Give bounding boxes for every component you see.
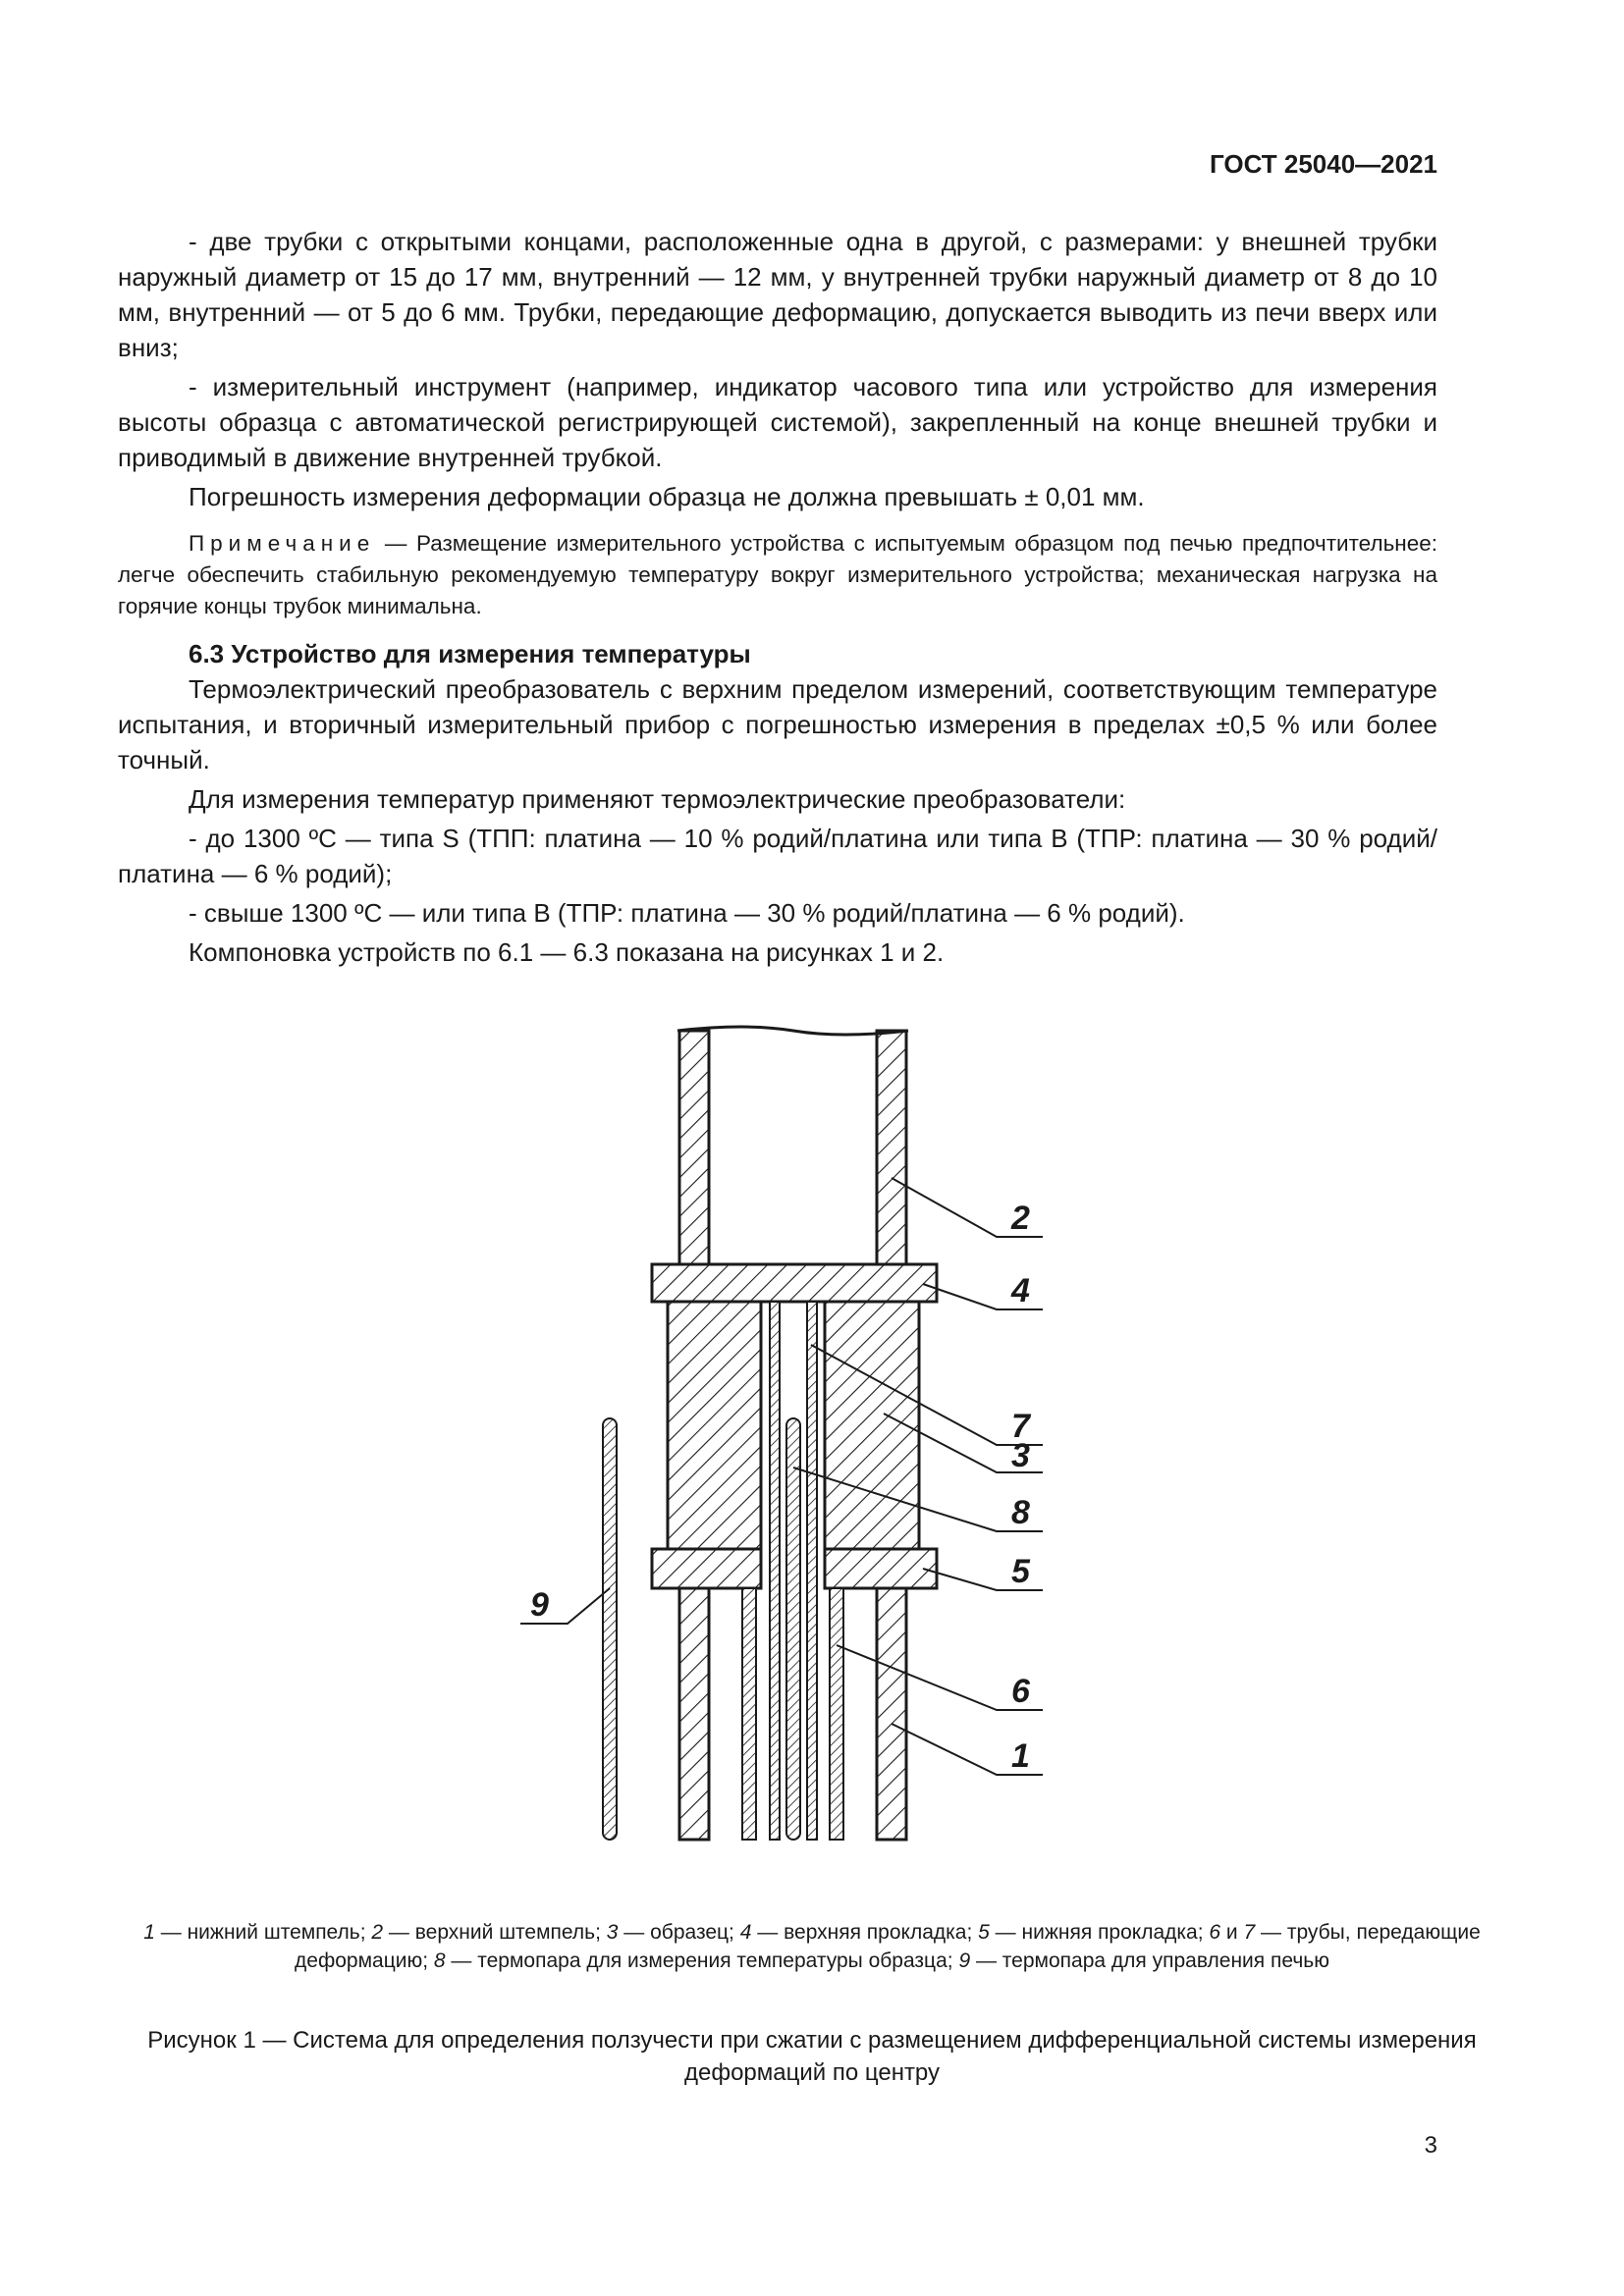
figure-legend xyxy=(108,1918,1516,1975)
legend-num: 9 xyxy=(958,1949,971,1972)
legend-num: 8 xyxy=(433,1949,446,1972)
legend-text: и xyxy=(1220,1921,1244,1944)
body-text xyxy=(118,224,1437,970)
figure-caption: Рисунок 1 — Система для определения ползучести при сжатии с размещением дифференциальной системы измерения деформаций по центру xyxy=(147,2027,1477,2086)
note xyxy=(118,528,1437,622)
paragraph: Для измерения температур применяют термоэлектрические преобразователи: xyxy=(189,784,1126,814)
label-8: 8 xyxy=(1011,1494,1030,1531)
specimen-thermocouple xyxy=(786,1418,800,1840)
lower-spacer-left xyxy=(652,1549,761,1588)
outer-tube-left xyxy=(742,1588,756,1840)
paragraph: - до 1300 ºC — типа S (ТПП: платина — 10 % родий/платина или типа B (ТПР: платина — 30 % родий/платина — 6 % родий); xyxy=(118,824,1437,888)
label-7: 7 xyxy=(1011,1408,1030,1445)
legend-num: 2 xyxy=(371,1921,384,1944)
figure-1-diagram xyxy=(0,1001,1624,1855)
page-number: 3 xyxy=(1424,2132,1437,2159)
paragraph: - свыше 1300 ºC — или типа B (ТПР: платина — 30 % родий/платина — 6 % родий). xyxy=(189,898,1185,928)
lower-punch-left-wall xyxy=(679,1588,709,1840)
label-6: 6 xyxy=(1011,1673,1030,1710)
paragraph: - измерительный инструмент (например, индикатор часового типа или устройство для измерения высоты образца с автоматической регистрирующей системой), закрепленный на конце внешней трубки и приводимый в движение внутренней трубкой. xyxy=(118,372,1437,472)
legend-num: 4 xyxy=(739,1921,752,1944)
legend-num: 3 xyxy=(606,1921,619,1944)
legend-num: 5 xyxy=(978,1921,990,1944)
specimen-left xyxy=(668,1302,761,1549)
legend-text: — образец; xyxy=(618,1921,740,1944)
label-2: 2 xyxy=(1011,1200,1030,1237)
paragraph: Термоэлектрический преобразователь с верхним пределом измерений, соответствующим температуре испытания, и вторичный измерительный прибор с погрешностью измерения в пределах ±0,5 % или более точный. xyxy=(118,674,1437,774)
upper-punch-right-wall xyxy=(877,1031,906,1286)
legend-text: — термопара для управления печью xyxy=(970,1949,1329,1972)
label-4: 4 xyxy=(1011,1272,1030,1309)
furnace-thermocouple xyxy=(603,1418,617,1840)
legend-text: — нижний штемпель; xyxy=(154,1921,372,1944)
inner-tube-right xyxy=(807,1302,817,1840)
legend-num: 1 xyxy=(143,1921,155,1944)
paragraph: Погрешность измерения деформации образца не должна превышать ± 0,01 мм. xyxy=(189,482,1145,511)
legend-text: — верхняя прокладка; xyxy=(751,1921,979,1944)
lower-punch-right-wall xyxy=(877,1588,906,1840)
legend-text: — нижняя прокладка; xyxy=(989,1921,1210,1944)
upper-punch-left-wall xyxy=(679,1031,709,1286)
paragraph: Компоновка устройств по 6.1 — 6.3 показана на рисунках 1 и 2. xyxy=(189,937,945,967)
legend-num: 6 xyxy=(1209,1921,1221,1944)
inner-tube-left xyxy=(770,1302,780,1840)
label-1: 1 xyxy=(1011,1737,1030,1775)
section-title: 6.3 Устройство для измерения температуры xyxy=(189,639,751,668)
label-5: 5 xyxy=(1011,1553,1030,1590)
break-line xyxy=(677,1027,908,1035)
upper-spacer xyxy=(652,1264,937,1302)
legend-num: 7 xyxy=(1243,1921,1256,1944)
label-3: 3 xyxy=(1011,1437,1030,1474)
outer-tube-right xyxy=(830,1588,843,1840)
note-text: — Размещение измерительного устройства с испытуемым образцом под печью предпочтительнее: легче обеспечить стабильную рекомендуемую температуру вокруг измерительного устройства; механическая нагрузка на горячие концы трубок минимальна. xyxy=(118,531,1437,618)
legend-text: — трубы, передающие деформацию; xyxy=(295,1921,1481,1972)
paragraph: - две трубки с открытыми концами, расположенные одна в другой, с размерами: у внешней трубки наружный диаметр от 15 до 17 мм, внутренний — 12 мм, у внутренней трубки наружный диаметр от 8 до 10 мм, внутренний — от 5 до 6 мм. Трубки, передающие деформацию, допускается выводить из печи вверх или вниз; xyxy=(118,227,1437,362)
legend-text: — термопара для измерения температуры образца; xyxy=(445,1949,959,1972)
document-number: ГОСТ 25040—2021 xyxy=(1210,149,1437,179)
note-label: Примечание xyxy=(189,531,376,556)
lower-spacer-right xyxy=(825,1549,937,1588)
label-9: 9 xyxy=(530,1586,549,1624)
legend-text: — верхний штемпель; xyxy=(383,1921,607,1944)
